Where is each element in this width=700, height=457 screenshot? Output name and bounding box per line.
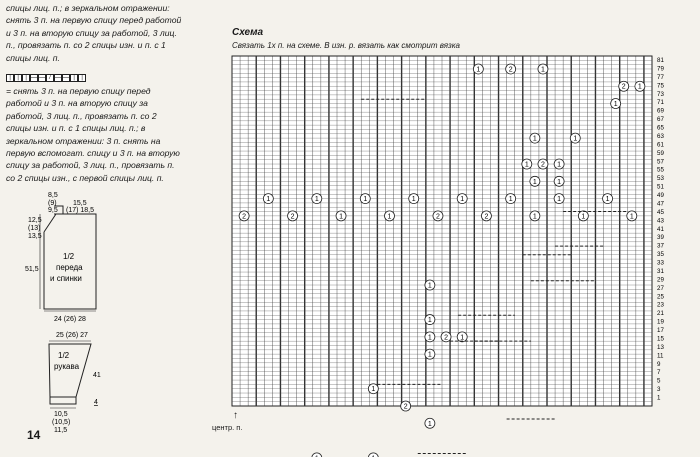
sleeve-pattern: [49, 341, 91, 408]
sleeve-length-dim: 41: [93, 372, 101, 379]
stitch-count-label: 1: [557, 196, 562, 204]
stitch-count-label: 1: [427, 334, 432, 342]
front-label-2: переда: [56, 263, 83, 272]
sleeve-cuff-dim: 4: [94, 399, 98, 406]
instruction-line: снять 3 п. на первую спицу перед работой: [6, 15, 182, 26]
row-number-label: 69: [657, 107, 664, 115]
front-label-3: и спинки: [50, 274, 82, 283]
stitch-count-label: 1: [427, 351, 432, 359]
stitch-count-label: 1: [532, 135, 537, 143]
knitting-chart-grid: [232, 56, 652, 457]
row-number-label: 15: [657, 335, 664, 343]
row-number-label: 1: [657, 394, 661, 402]
row-number-label: 45: [657, 208, 664, 216]
front-label-1: 1/2: [63, 252, 75, 261]
stitch-count-label: 2: [436, 213, 440, 221]
stitch-count-label: 1: [460, 334, 465, 342]
row-number-label: 49: [657, 192, 664, 200]
front-top-right-dim: 15,5: [73, 200, 87, 207]
row-number-label: 59: [657, 149, 664, 157]
row-number-label: 61: [657, 141, 664, 149]
row-number-label: 5: [657, 377, 661, 385]
legend-line: работой, 3 лиц. п., провязать п. со 2: [6, 110, 157, 121]
row-number-label: 27: [657, 284, 664, 292]
row-number-label: 17: [657, 327, 664, 335]
legend-line: зеркальном отражении: 3 п. снять на: [6, 135, 161, 146]
row-number-label: 13: [657, 343, 664, 351]
legend-line: со 2 спицы изн., с первой спицы лиц. п.: [6, 172, 164, 183]
page-number: 14: [27, 428, 41, 442]
front-top-left-dim: 8,5: [48, 192, 58, 199]
row-number-label: 7: [657, 369, 661, 377]
instruction-line: спицы лиц. п.: [6, 52, 60, 63]
row-number-label: 51: [657, 183, 664, 191]
row-number-label: 53: [657, 175, 664, 183]
front-left-dim-a: 12,5: [28, 217, 42, 224]
row-number-label: 63: [657, 132, 664, 140]
stitch-count-label: 1: [427, 420, 432, 428]
front-top-left-dim3: 9,5: [48, 207, 58, 214]
row-number-label: 31: [657, 267, 664, 275]
stitch-count-label: 1: [532, 178, 537, 186]
row-number-label: 37: [657, 242, 664, 250]
front-height-dim: 51,5: [25, 266, 39, 273]
stitch-count-label: 1: [629, 213, 634, 221]
schema-title: Схема: [232, 27, 264, 38]
cable-symbol-legend: | | | — — / — — | |: [6, 74, 86, 83]
legend-line: первую вспомогат. спицу и 3 п. на вторую: [6, 148, 180, 159]
row-number-label: 43: [657, 217, 664, 225]
row-number-label: 79: [657, 65, 664, 73]
row-number-label: 29: [657, 276, 664, 284]
stitch-count-label: 1: [581, 213, 586, 221]
stitch-count-label: 1: [363, 196, 368, 204]
stitch-count-label: 1: [613, 101, 618, 109]
stitch-count-label: 1: [427, 317, 432, 325]
stitch-count-label: 2: [508, 66, 513, 74]
row-number-label: 3: [657, 386, 661, 394]
stitch-count-label: 2: [242, 213, 247, 221]
stitch-count-label: 2: [484, 213, 489, 221]
legend-line: спицы изн. и п. с 1 спицы лиц. п.; в: [6, 123, 146, 134]
row-number-label: 33: [657, 259, 664, 267]
stitch-count-label: 1: [532, 213, 537, 221]
legend-line: спицу за работой, 3 лиц. п., провязать п.: [6, 160, 175, 171]
stitch-count-label: 1: [339, 213, 343, 221]
sleeve-bottom-dim-2: (10,5): [52, 419, 71, 426]
row-number-label: 35: [657, 251, 664, 259]
sleeve-bottom-dim-1: 10,5: [54, 411, 68, 418]
row-number-label: 65: [657, 124, 664, 132]
sleeve-label-1: 1/2: [58, 351, 70, 360]
front-top-left-dim2: (9): [48, 200, 57, 207]
stitch-count-label: 1: [427, 282, 432, 290]
front-top-right-dim2: (17) 18,5: [66, 207, 95, 214]
stitch-count-label: 1: [476, 66, 481, 74]
stitch-count-label: 2: [290, 213, 295, 221]
row-number-label: 55: [657, 166, 664, 174]
row-number-label: 77: [657, 73, 664, 81]
row-number-label: 9: [657, 360, 661, 368]
stitch-count-label: 1: [387, 213, 392, 221]
center-stitch-label: центр. п.: [212, 423, 243, 432]
row-number-label: 19: [657, 318, 664, 326]
legend-line: работой и 3 п. на вторую спицу за: [6, 98, 148, 109]
row-number-label: 39: [657, 234, 664, 242]
stitch-count-label: 1: [557, 178, 562, 186]
stitch-count-label: 2: [541, 161, 545, 169]
row-number-label: 11: [657, 352, 664, 360]
row-number-label: 21: [657, 310, 664, 318]
legend-line: = снять 3 п. на первую спицу перед: [6, 86, 151, 97]
row-number-label: 23: [657, 301, 664, 309]
front-left-dim-c: 13,5: [28, 233, 42, 240]
stitch-count-label: 1: [266, 196, 271, 204]
row-number-label: 73: [657, 90, 664, 98]
front-bottom-dim: 24 (26) 28: [54, 316, 86, 323]
stitch-count-label: 1: [508, 196, 513, 204]
schema-subtitle: Связать 1х п. на схеме. В изн. р. вязать как смотрит вязка: [232, 41, 460, 50]
stitch-count-label: 2: [444, 334, 448, 342]
sleeve-top-dim: 25 (26) 27: [56, 332, 88, 339]
sleeve-label-2: рукава: [54, 362, 80, 371]
instruction-line: спицы лиц. п.; в зеркальном отражении:: [6, 3, 170, 13]
row-number-label: 75: [657, 82, 664, 90]
stitch-count-label: 1: [411, 196, 416, 204]
stitch-count-label: 1: [314, 196, 319, 204]
row-number-label: 47: [657, 200, 664, 208]
stitch-count-label: 1: [524, 161, 529, 169]
stitch-count-label: 2: [621, 83, 626, 91]
stitch-count-label: 1: [460, 196, 465, 204]
row-number-label: 57: [657, 158, 664, 166]
stitch-count-label: 1: [637, 83, 642, 91]
stitch-count-label: 1: [605, 196, 610, 204]
instruction-line: и 3 п. на вторую спицу за работой, 3 лиц.: [6, 27, 177, 38]
stitch-count-label: 1: [541, 66, 545, 74]
instruction-line: п., провязать п. со 2 спицы изн. и п. с 1: [6, 40, 166, 51]
arrow-up-icon: ↑: [233, 410, 238, 421]
stitch-count-label: 2: [403, 403, 408, 411]
stitch-count-label: 1: [573, 135, 578, 143]
chart-row-numbers: [657, 57, 664, 402]
row-number-label: 41: [657, 225, 664, 233]
row-number-label: 67: [657, 116, 664, 124]
stitch-count-label: 1: [371, 386, 376, 394]
stitch-count-label: 1: [557, 161, 562, 169]
front-left-dim-b: (13): [28, 225, 41, 232]
row-number-label: 71: [657, 99, 664, 107]
sleeve-bottom-dim-3: 11,5: [54, 427, 68, 434]
row-number-label: 25: [657, 293, 664, 301]
row-number-label: 81: [657, 57, 664, 64]
